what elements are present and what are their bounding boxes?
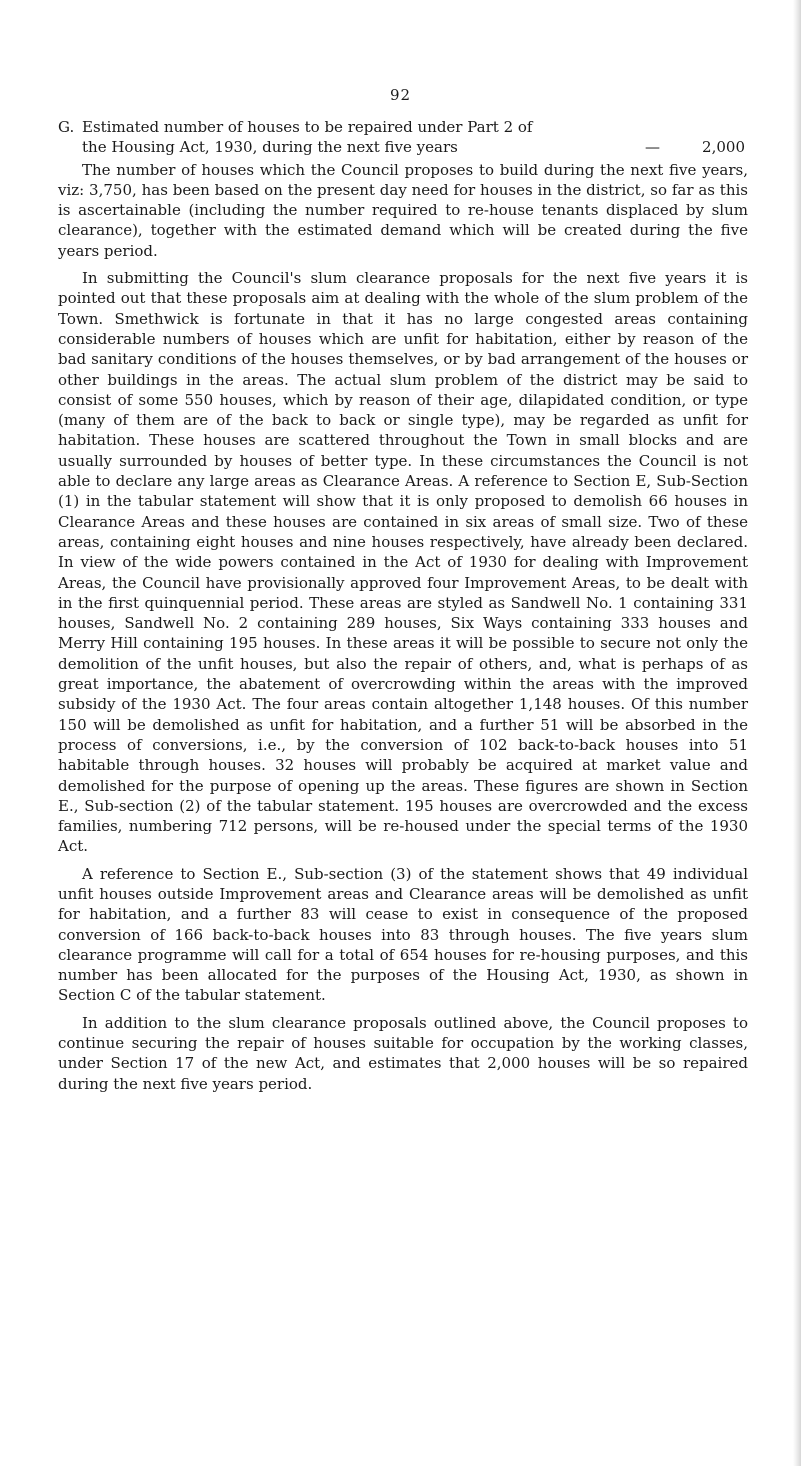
- item-g-value: 2,000: [702, 138, 745, 157]
- paragraph-section-e3: A reference to Section E., Sub-section (3) of the statement shows that 49 individual unfit houses outside Improvement areas and Clearance areas will be demolished as unfit for habitation, and a further 83 will cease to exist in consequence of the proposed conversion of 166 back-to-back houses into 83 through houses. The five years slum clearance programme will call for a total of 654 houses for re-housing purposes, and this number has been allocated for the purposes of the Housing Act, 1930, as shown in Section C of the tabular statement.: [58, 864, 748, 1005]
- paragraph-repairs: In addition to the slum clearance proposals outlined above, the Council proposes to continue securing the repair of houses suitable for occupation by the working classes, under Section 17 of the new Act, and estimates that 2,000 houses will be so repaired during the next five years period.: [58, 1013, 748, 1093]
- item-g-text-line2: the Housing Act, 1930, during the next five years: [82, 138, 458, 157]
- item-g-dash: —: [645, 138, 660, 157]
- item-g-text-line1: Estimated number of houses to be repaired under Part 2 of: [82, 118, 533, 136]
- item-g-letter: G.: [58, 118, 75, 136]
- item-g-line1: [58, 117, 748, 137]
- page-number: 92: [389, 86, 412, 104]
- item-g-line2: [58, 137, 748, 157]
- page-edge-shadow: [793, 0, 801, 1466]
- paragraph-housing-need: The number of houses which the Council proposes to build during the next five years, viz: 3,750, has been based on the present day need for houses in the district, so far as this is ascertainable (including the number required to re-house tenants displaced by slum clearance), together with the estimated demand which will be created during the five years period.: [58, 160, 748, 260]
- document-body: [58, 117, 748, 1094]
- item-g-estimate: [58, 117, 748, 158]
- paragraph-slum-clearance: In submitting the Council's slum clearance proposals for the next five years it is pointed out that these proposals aim at dealing with the whole of the slum problem of the Town. Smethwick is fortunate in that it has no large congested areas containing considerable numbers of houses which are unfit for habitation, either by reason of the bad sanitary conditions of the houses themselves, or by bad arrangement of the houses or other buildings in the areas. The actual slum problem of the district may be said to consist of some 550 houses, which by reason of their age, dilapidated condition, or type (many of them are of the back to back or single type), may be regarded as unfit for habitation. These houses are scattered throughout the Town in small blocks and are usually surrounded by houses of better type. In these circumstances the Council is not able to declare any large areas as Clearance Areas. A reference to Section E, Sub-Section (1) in the tabular statement will show that it is only proposed to demolish 66 houses in Clearance Areas and these houses are contained in six areas of small size. Two of these areas, containing eight houses and nine houses respectively, have already been declared. In view of the wide powers contained in the Act of 1930 for dealing with Improvement Areas, the Council have provisionally approved four Improvement Areas, to be dealt with in the first quinquennial period. These areas are styled as Sandwell No. 1 containing 331 houses, Sandwell No. 2 containing 289 houses, Six Ways containing 333 houses and Merry Hill containing 195 houses. In these areas it will be possible to secure not only the demolition of the unfit houses, but also the repair of others, and, what is perhaps of as great importance, the abatement of overcrowding within the areas with the improved subsidy of the 1930 Act. The four areas contain altogether 1,148 houses. Of this number 150 will be demolished as unfit for habitation, and a further 51 will be absorbed in the process of conversions, i.e., by the conversion of 102 back-to-back houses into 51 habitable through houses. 32 houses will probably be acquired at market value and demolished for the purpose of opening up the areas. These figures are shown in Section E., Sub-section (2) of the tabular statement. 195 houses are overcrowded and the excess families, numbering 712 persons, will be re-housed under the special terms of the 1930 Act.: [58, 269, 748, 856]
